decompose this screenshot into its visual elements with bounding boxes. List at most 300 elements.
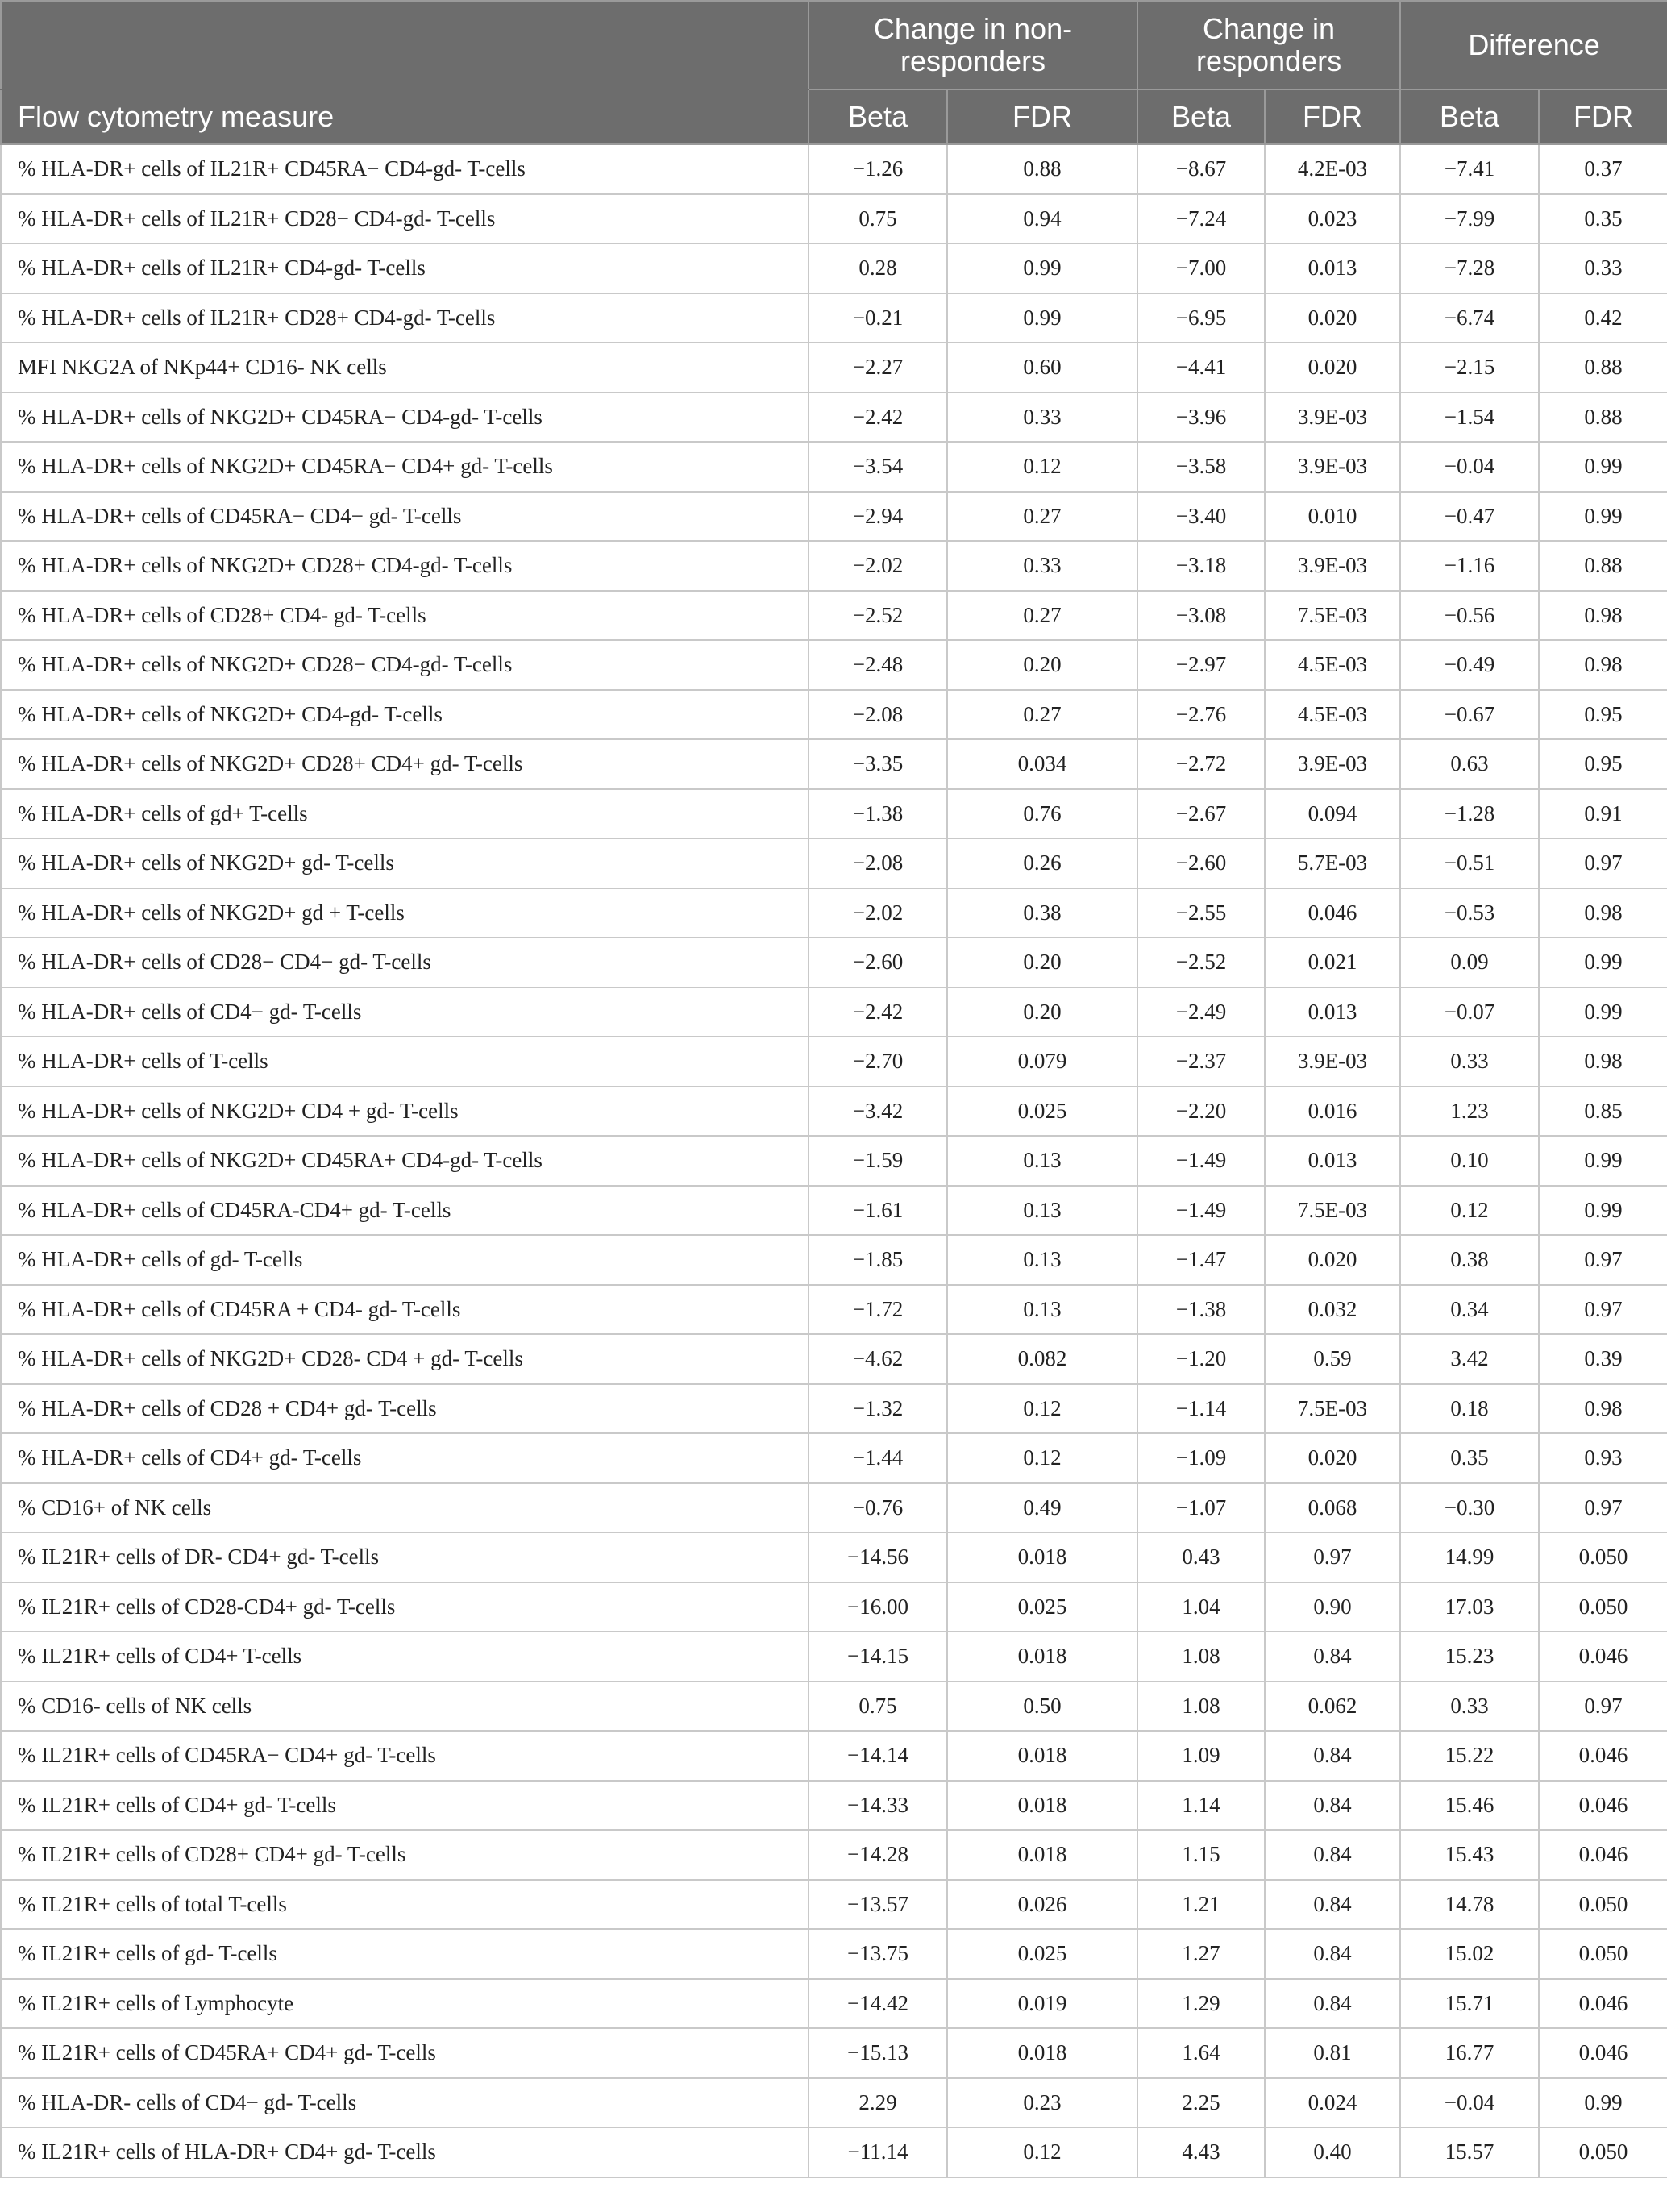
- fdr-responders-cell: 0.013: [1265, 1136, 1400, 1186]
- fdr-difference-cell: 0.99: [1539, 1136, 1667, 1186]
- fdr-difference-cell: 0.046: [1539, 1830, 1667, 1880]
- fdr-difference-cell: 0.046: [1539, 2028, 1667, 2078]
- fdr-difference-cell: 0.046: [1539, 1731, 1667, 1781]
- fdr-difference-cell: 0.35: [1539, 194, 1667, 244]
- fdr-responders-cell: 0.84: [1265, 1929, 1400, 1979]
- fdr-nonresponders-cell: 0.025: [947, 1582, 1137, 1632]
- measure-cell: % HLA-DR+ cells of IL21R+ CD4-gd- T-cells: [1, 243, 809, 293]
- beta-nonresponders-cell: 2.29: [809, 2078, 947, 2128]
- beta-nonresponders-cell: −11.14: [809, 2127, 947, 2177]
- table-row: [1, 1037, 1667, 1087]
- fdr-nonresponders-cell: 0.94: [947, 194, 1137, 244]
- fdr-responders-cell: 0.032: [1265, 1285, 1400, 1335]
- fdr-responders-cell: 4.5E-03: [1265, 640, 1400, 690]
- table-row: [1, 1830, 1667, 1880]
- beta-difference-cell: 17.03: [1400, 1582, 1539, 1632]
- fdr-difference-cell: 0.046: [1539, 1632, 1667, 1682]
- fdr-difference-cell: 0.98: [1539, 1037, 1667, 1087]
- beta-nonresponders-cell: −1.38: [809, 789, 947, 839]
- table-header: [1, 1, 1667, 144]
- measure-cell: % HLA-DR+ cells of CD4− gd- T-cells: [1, 988, 809, 1037]
- fdr-difference-cell: 0.99: [1539, 492, 1667, 542]
- beta-responders-cell: −7.24: [1137, 194, 1265, 244]
- beta-difference-cell: −0.47: [1400, 492, 1539, 542]
- fdr-nonresponders-cell: 0.12: [947, 1433, 1137, 1483]
- measure-cell: % HLA-DR+ cells of CD4+ gd- T-cells: [1, 1433, 809, 1483]
- fdr-nonresponders-cell: 0.99: [947, 243, 1137, 293]
- fdr-nonresponders-cell: 0.13: [947, 1186, 1137, 1236]
- fdr-responders-cell: 0.84: [1265, 1830, 1400, 1880]
- table-row: [1, 1483, 1667, 1533]
- beta-difference-cell: −0.04: [1400, 442, 1539, 492]
- fdr-responders-cell: 0.062: [1265, 1682, 1400, 1732]
- beta-responders-cell: −2.76: [1137, 690, 1265, 740]
- table-body: [1, 144, 1667, 2177]
- table-row: [1, 442, 1667, 492]
- fdr-responders-cell: 7.5E-03: [1265, 1186, 1400, 1236]
- fdr-responders-cell: 0.020: [1265, 293, 1400, 343]
- fdr-nonresponders-cell: 0.20: [947, 640, 1137, 690]
- fdr-nonresponders-cell: 0.025: [947, 1929, 1137, 1979]
- measure-cell: % IL21R+ cells of HLA-DR+ CD4+ gd- T-cells: [1, 2127, 809, 2177]
- beta-responders-cell: −2.52: [1137, 938, 1265, 988]
- fdr-responders-cell: 0.021: [1265, 938, 1400, 988]
- beta-responders-cell: 1.15: [1137, 1830, 1265, 1880]
- beta-responders-cell: 1.08: [1137, 1632, 1265, 1682]
- beta-difference-cell: 15.02: [1400, 1929, 1539, 1979]
- beta-nonresponders-cell: −0.21: [809, 293, 947, 343]
- beta-difference-cell: −7.41: [1400, 144, 1539, 194]
- measure-cell: % HLA-DR+ cells of IL21R+ CD28− CD4-gd- T-cells: [1, 194, 809, 244]
- table-row: [1, 789, 1667, 839]
- fdr-nonresponders-cell: 0.99: [947, 293, 1137, 343]
- fdr-nonresponders-cell: 0.018: [947, 1781, 1137, 1831]
- table-row: [1, 1334, 1667, 1384]
- beta-responders-cell: −4.41: [1137, 343, 1265, 393]
- beta-responders-cell: 1.08: [1137, 1682, 1265, 1732]
- measure-cell: % IL21R+ cells of CD45RA− CD4+ gd- T-cells: [1, 1731, 809, 1781]
- beta-responders-cell: 1.21: [1137, 1880, 1265, 1930]
- fdr-difference-cell: 0.39: [1539, 1334, 1667, 1384]
- fdr-nonresponders-cell: 0.034: [947, 739, 1137, 789]
- measure-cell: % IL21R+ cells of gd- T-cells: [1, 1929, 809, 1979]
- beta-difference-cell: 0.12: [1400, 1186, 1539, 1236]
- fdr-responders-cell: 0.84: [1265, 1979, 1400, 2029]
- fdr-difference-cell: 0.85: [1539, 1087, 1667, 1137]
- beta-difference-cell: 0.34: [1400, 1285, 1539, 1335]
- header-beta-difference: Beta: [1400, 89, 1539, 144]
- beta-nonresponders-cell: −2.60: [809, 938, 947, 988]
- fdr-nonresponders-cell: 0.50: [947, 1682, 1137, 1732]
- beta-difference-cell: 15.22: [1400, 1731, 1539, 1781]
- beta-responders-cell: −8.67: [1137, 144, 1265, 194]
- fdr-responders-cell: 3.9E-03: [1265, 739, 1400, 789]
- measure-cell: % HLA-DR+ cells of NKG2D+ CD4 + gd- T-cells: [1, 1087, 809, 1137]
- fdr-difference-cell: 0.97: [1539, 1682, 1667, 1732]
- table-row: [1, 1186, 1667, 1236]
- fdr-nonresponders-cell: 0.33: [947, 541, 1137, 591]
- fdr-difference-cell: 0.98: [1539, 591, 1667, 641]
- fdr-difference-cell: 0.050: [1539, 1582, 1667, 1632]
- beta-responders-cell: −1.09: [1137, 1433, 1265, 1483]
- fdr-responders-cell: 0.046: [1265, 888, 1400, 938]
- fdr-responders-cell: 3.9E-03: [1265, 541, 1400, 591]
- fdr-difference-cell: 0.33: [1539, 243, 1667, 293]
- measure-cell: % HLA-DR+ cells of NKG2D+ CD28- CD4 + gd- T-cells: [1, 1334, 809, 1384]
- fdr-difference-cell: 0.98: [1539, 1384, 1667, 1434]
- beta-nonresponders-cell: −1.59: [809, 1136, 947, 1186]
- table-row: [1, 343, 1667, 393]
- fdr-nonresponders-cell: 0.13: [947, 1136, 1137, 1186]
- beta-responders-cell: −1.38: [1137, 1285, 1265, 1335]
- fdr-difference-cell: 0.95: [1539, 690, 1667, 740]
- table-row: [1, 1979, 1667, 2029]
- beta-nonresponders-cell: −14.28: [809, 1830, 947, 1880]
- fdr-nonresponders-cell: 0.018: [947, 1632, 1137, 1682]
- measure-cell: % HLA-DR+ cells of NKG2D+ CD45RA− CD4-gd- T-cells: [1, 393, 809, 443]
- beta-responders-cell: −1.49: [1137, 1186, 1265, 1236]
- fdr-nonresponders-cell: 0.12: [947, 1384, 1137, 1434]
- fdr-nonresponders-cell: 0.26: [947, 838, 1137, 888]
- beta-difference-cell: −0.04: [1400, 2078, 1539, 2128]
- fdr-nonresponders-cell: 0.079: [947, 1037, 1137, 1087]
- measure-cell: % HLA-DR+ cells of CD45RA− CD4− gd- T-cells: [1, 492, 809, 542]
- fdr-responders-cell: 4.2E-03: [1265, 144, 1400, 194]
- measure-cell: % HLA-DR+ cells of CD28+ CD4- gd- T-cells: [1, 591, 809, 641]
- beta-difference-cell: 3.42: [1400, 1334, 1539, 1384]
- fdr-responders-cell: 0.59: [1265, 1334, 1400, 1384]
- beta-responders-cell: 2.25: [1137, 2078, 1265, 2128]
- fdr-difference-cell: 0.97: [1539, 1235, 1667, 1285]
- beta-responders-cell: 0.43: [1137, 1532, 1265, 1582]
- fdr-nonresponders-cell: 0.27: [947, 591, 1137, 641]
- beta-difference-cell: 0.18: [1400, 1384, 1539, 1434]
- fdr-nonresponders-cell: 0.082: [947, 1334, 1137, 1384]
- fdr-responders-cell: 0.84: [1265, 1632, 1400, 1682]
- beta-nonresponders-cell: 0.75: [809, 194, 947, 244]
- table-row: [1, 1731, 1667, 1781]
- table-row: [1, 591, 1667, 641]
- fdr-difference-cell: 0.97: [1539, 838, 1667, 888]
- beta-nonresponders-cell: −13.75: [809, 1929, 947, 1979]
- beta-difference-cell: −0.67: [1400, 690, 1539, 740]
- measure-cell: % IL21R+ cells of total T-cells: [1, 1880, 809, 1930]
- table-row: [1, 293, 1667, 343]
- fdr-responders-cell: 3.9E-03: [1265, 442, 1400, 492]
- beta-responders-cell: −2.20: [1137, 1087, 1265, 1137]
- beta-nonresponders-cell: −3.54: [809, 442, 947, 492]
- fdr-responders-cell: 7.5E-03: [1265, 591, 1400, 641]
- table-row: [1, 739, 1667, 789]
- beta-responders-cell: −1.20: [1137, 1334, 1265, 1384]
- table-row: [1, 1781, 1667, 1831]
- fdr-responders-cell: 5.7E-03: [1265, 838, 1400, 888]
- beta-difference-cell: 14.78: [1400, 1880, 1539, 1930]
- beta-nonresponders-cell: −2.52: [809, 591, 947, 641]
- beta-difference-cell: 15.23: [1400, 1632, 1539, 1682]
- fdr-difference-cell: 0.99: [1539, 988, 1667, 1037]
- fdr-difference-cell: 0.97: [1539, 1285, 1667, 1335]
- fdr-difference-cell: 0.050: [1539, 2127, 1667, 2177]
- table-row: [1, 1582, 1667, 1632]
- beta-nonresponders-cell: −1.32: [809, 1384, 947, 1434]
- fdr-difference-cell: 0.050: [1539, 1880, 1667, 1930]
- beta-nonresponders-cell: −1.61: [809, 1186, 947, 1236]
- beta-nonresponders-cell: −2.02: [809, 888, 947, 938]
- fdr-responders-cell: 0.97: [1265, 1532, 1400, 1582]
- beta-nonresponders-cell: −0.76: [809, 1483, 947, 1533]
- table-row: [1, 1682, 1667, 1732]
- beta-difference-cell: 0.33: [1400, 1037, 1539, 1087]
- beta-nonresponders-cell: −2.94: [809, 492, 947, 542]
- beta-responders-cell: −2.97: [1137, 640, 1265, 690]
- beta-responders-cell: −3.18: [1137, 541, 1265, 591]
- beta-difference-cell: −6.74: [1400, 293, 1539, 343]
- beta-nonresponders-cell: −2.42: [809, 988, 947, 1037]
- fdr-nonresponders-cell: 0.20: [947, 938, 1137, 988]
- beta-nonresponders-cell: −16.00: [809, 1582, 947, 1632]
- fdr-responders-cell: 0.40: [1265, 2127, 1400, 2177]
- beta-responders-cell: −1.14: [1137, 1384, 1265, 1434]
- fdr-nonresponders-cell: 0.12: [947, 2127, 1137, 2177]
- fdr-difference-cell: 0.98: [1539, 640, 1667, 690]
- beta-nonresponders-cell: −1.72: [809, 1285, 947, 1335]
- fdr-nonresponders-cell: 0.76: [947, 789, 1137, 839]
- fdr-difference-cell: 0.88: [1539, 343, 1667, 393]
- table-row: [1, 243, 1667, 293]
- beta-difference-cell: −7.99: [1400, 194, 1539, 244]
- beta-responders-cell: −3.96: [1137, 393, 1265, 443]
- beta-difference-cell: −0.49: [1400, 640, 1539, 690]
- beta-nonresponders-cell: −2.02: [809, 541, 947, 591]
- measure-cell: % HLA-DR+ cells of IL21R+ CD28+ CD4-gd- T-cells: [1, 293, 809, 343]
- measure-cell: % HLA-DR+ cells of NKG2D+ CD28− CD4-gd- T-cells: [1, 640, 809, 690]
- measure-cell: % IL21R+ cells of CD4+ T-cells: [1, 1632, 809, 1682]
- beta-difference-cell: −0.56: [1400, 591, 1539, 641]
- fdr-nonresponders-cell: 0.019: [947, 1979, 1137, 2029]
- header-beta-nonresponders: Beta: [809, 89, 947, 144]
- beta-difference-cell: 0.09: [1400, 938, 1539, 988]
- table-row: [1, 988, 1667, 1037]
- measure-cell: % HLA-DR+ cells of T-cells: [1, 1037, 809, 1087]
- fdr-nonresponders-cell: 0.018: [947, 1532, 1137, 1582]
- header-fdr-nonresponders: FDR: [947, 89, 1137, 144]
- beta-responders-cell: 1.09: [1137, 1731, 1265, 1781]
- beta-responders-cell: −6.95: [1137, 293, 1265, 343]
- beta-responders-cell: 1.29: [1137, 1979, 1265, 2029]
- header-group-nonresponders: Change in non-responders: [809, 1, 1137, 89]
- measure-cell: % HLA-DR- cells of CD4− gd- T-cells: [1, 2078, 809, 2128]
- fdr-nonresponders-cell: 0.60: [947, 343, 1137, 393]
- fdr-nonresponders-cell: 0.33: [947, 393, 1137, 443]
- table-row: [1, 393, 1667, 443]
- beta-responders-cell: −3.08: [1137, 591, 1265, 641]
- beta-difference-cell: −7.28: [1400, 243, 1539, 293]
- beta-difference-cell: 15.71: [1400, 1979, 1539, 2029]
- fdr-responders-cell: 0.068: [1265, 1483, 1400, 1533]
- beta-difference-cell: 0.33: [1400, 1682, 1539, 1732]
- beta-difference-cell: 14.99: [1400, 1532, 1539, 1582]
- beta-responders-cell: −1.07: [1137, 1483, 1265, 1533]
- fdr-difference-cell: 0.046: [1539, 1979, 1667, 2029]
- fdr-responders-cell: 0.013: [1265, 988, 1400, 1037]
- table-row: [1, 541, 1667, 591]
- fdr-responders-cell: 0.016: [1265, 1087, 1400, 1137]
- table-row: [1, 2127, 1667, 2177]
- beta-nonresponders-cell: −2.48: [809, 640, 947, 690]
- fdr-nonresponders-cell: 0.27: [947, 690, 1137, 740]
- beta-nonresponders-cell: −14.56: [809, 1532, 947, 1582]
- fdr-difference-cell: 0.93: [1539, 1433, 1667, 1483]
- beta-responders-cell: −2.60: [1137, 838, 1265, 888]
- measure-cell: MFI NKG2A of NKp44+ CD16- NK cells: [1, 343, 809, 393]
- beta-nonresponders-cell: −4.62: [809, 1334, 947, 1384]
- beta-nonresponders-cell: −1.44: [809, 1433, 947, 1483]
- table-row: [1, 1235, 1667, 1285]
- beta-difference-cell: −0.53: [1400, 888, 1539, 938]
- fdr-difference-cell: 0.99: [1539, 938, 1667, 988]
- beta-nonresponders-cell: 0.75: [809, 1682, 947, 1732]
- table-row: [1, 1880, 1667, 1930]
- fdr-difference-cell: 0.95: [1539, 739, 1667, 789]
- beta-difference-cell: 15.46: [1400, 1781, 1539, 1831]
- table-row: [1, 2078, 1667, 2128]
- fdr-responders-cell: 3.9E-03: [1265, 1037, 1400, 1087]
- header-fdr-difference: FDR: [1539, 89, 1667, 144]
- table-row: [1, 690, 1667, 740]
- fdr-responders-cell: 4.5E-03: [1265, 690, 1400, 740]
- beta-nonresponders-cell: −3.35: [809, 739, 947, 789]
- table-row: [1, 1285, 1667, 1335]
- beta-nonresponders-cell: −1.26: [809, 144, 947, 194]
- fdr-responders-cell: 0.023: [1265, 194, 1400, 244]
- table-row: [1, 1384, 1667, 1434]
- measure-cell: % HLA-DR+ cells of gd- T-cells: [1, 1235, 809, 1285]
- fdr-nonresponders-cell: 0.13: [947, 1285, 1137, 1335]
- beta-difference-cell: −1.54: [1400, 393, 1539, 443]
- beta-nonresponders-cell: −1.85: [809, 1235, 947, 1285]
- fdr-nonresponders-cell: 0.20: [947, 988, 1137, 1037]
- table-row: [1, 1433, 1667, 1483]
- fdr-nonresponders-cell: 0.12: [947, 442, 1137, 492]
- table-row: [1, 938, 1667, 988]
- fdr-difference-cell: 0.050: [1539, 1929, 1667, 1979]
- measure-cell: % IL21R+ cells of CD45RA+ CD4+ gd- T-cells: [1, 2028, 809, 2078]
- header-group-row: [1, 1, 1667, 89]
- table-row: [1, 492, 1667, 542]
- beta-nonresponders-cell: −14.42: [809, 1979, 947, 2029]
- beta-responders-cell: −2.72: [1137, 739, 1265, 789]
- measure-cell: % HLA-DR+ cells of CD45RA-CD4+ gd- T-cells: [1, 1186, 809, 1236]
- beta-nonresponders-cell: 0.28: [809, 243, 947, 293]
- beta-difference-cell: 15.43: [1400, 1830, 1539, 1880]
- beta-difference-cell: 0.63: [1400, 739, 1539, 789]
- fdr-nonresponders-cell: 0.38: [947, 888, 1137, 938]
- beta-nonresponders-cell: −2.42: [809, 393, 947, 443]
- measure-cell: % CD16+ of NK cells: [1, 1483, 809, 1533]
- beta-difference-cell: 0.10: [1400, 1136, 1539, 1186]
- fdr-difference-cell: 0.88: [1539, 541, 1667, 591]
- beta-difference-cell: 0.35: [1400, 1433, 1539, 1483]
- fdr-responders-cell: 0.094: [1265, 789, 1400, 839]
- fdr-responders-cell: 0.90: [1265, 1582, 1400, 1632]
- fdr-responders-cell: 0.81: [1265, 2028, 1400, 2078]
- beta-responders-cell: 1.27: [1137, 1929, 1265, 1979]
- header-group-responders: Change in responders: [1137, 1, 1400, 89]
- table-row: [1, 194, 1667, 244]
- fdr-difference-cell: 0.91: [1539, 789, 1667, 839]
- beta-nonresponders-cell: −2.08: [809, 690, 947, 740]
- measure-cell: % HLA-DR+ cells of NKG2D+ CD28+ CD4+ gd- T-cells: [1, 739, 809, 789]
- beta-responders-cell: 1.04: [1137, 1582, 1265, 1632]
- beta-responders-cell: −2.67: [1137, 789, 1265, 839]
- beta-responders-cell: −2.49: [1137, 988, 1265, 1037]
- fdr-responders-cell: 0.020: [1265, 343, 1400, 393]
- fdr-responders-cell: 0.010: [1265, 492, 1400, 542]
- beta-nonresponders-cell: −2.27: [809, 343, 947, 393]
- fdr-responders-cell: 0.013: [1265, 243, 1400, 293]
- fdr-difference-cell: 0.99: [1539, 2078, 1667, 2128]
- measure-cell: % HLA-DR+ cells of NKG2D+ CD28+ CD4-gd- T-cells: [1, 541, 809, 591]
- table-row: [1, 888, 1667, 938]
- header-measure: Flow cytometry measure: [1, 89, 809, 144]
- fdr-nonresponders-cell: 0.025: [947, 1087, 1137, 1137]
- beta-difference-cell: −0.07: [1400, 988, 1539, 1037]
- fdr-responders-cell: 0.024: [1265, 2078, 1400, 2128]
- beta-responders-cell: −1.49: [1137, 1136, 1265, 1186]
- beta-responders-cell: −3.58: [1137, 442, 1265, 492]
- beta-nonresponders-cell: −3.42: [809, 1087, 947, 1137]
- fdr-difference-cell: 0.98: [1539, 888, 1667, 938]
- measure-cell: % CD16- cells of NK cells: [1, 1682, 809, 1732]
- measure-cell: % HLA-DR+ cells of NKG2D+ gd- T-cells: [1, 838, 809, 888]
- fdr-nonresponders-cell: 0.018: [947, 1830, 1137, 1880]
- fdr-difference-cell: 0.97: [1539, 1483, 1667, 1533]
- header-blank-cell: [1, 1, 809, 89]
- measure-cell: % HLA-DR+ cells of CD28 + CD4+ gd- T-cells: [1, 1384, 809, 1434]
- fdr-responders-cell: 3.9E-03: [1265, 393, 1400, 443]
- beta-responders-cell: −3.40: [1137, 492, 1265, 542]
- beta-responders-cell: −2.37: [1137, 1037, 1265, 1087]
- beta-nonresponders-cell: −13.57: [809, 1880, 947, 1930]
- measure-cell: % IL21R+ cells of CD28-CD4+ gd- T-cells: [1, 1582, 809, 1632]
- fdr-nonresponders-cell: 0.49: [947, 1483, 1137, 1533]
- table-row: [1, 640, 1667, 690]
- table-row: [1, 1929, 1667, 1979]
- table-row: [1, 838, 1667, 888]
- fdr-responders-cell: 7.5E-03: [1265, 1384, 1400, 1434]
- fdr-responders-cell: 0.020: [1265, 1235, 1400, 1285]
- table-row: [1, 1532, 1667, 1582]
- fdr-difference-cell: 0.050: [1539, 1532, 1667, 1582]
- beta-nonresponders-cell: −14.33: [809, 1781, 947, 1831]
- measure-cell: % HLA-DR+ cells of NKG2D+ CD4-gd- T-cells: [1, 690, 809, 740]
- fdr-nonresponders-cell: 0.018: [947, 2028, 1137, 2078]
- beta-nonresponders-cell: −14.15: [809, 1632, 947, 1682]
- beta-difference-cell: 16.77: [1400, 2028, 1539, 2078]
- fdr-nonresponders-cell: 0.13: [947, 1235, 1137, 1285]
- fdr-difference-cell: 0.99: [1539, 442, 1667, 492]
- header-subcolumn-row: [1, 89, 1667, 144]
- beta-difference-cell: −1.16: [1400, 541, 1539, 591]
- header-group-difference: Difference: [1400, 1, 1667, 89]
- measure-cell: % HLA-DR+ cells of NKG2D+ gd + T-cells: [1, 888, 809, 938]
- measure-cell: % IL21R+ cells of DR- CD4+ gd- T-cells: [1, 1532, 809, 1582]
- measure-cell: % IL21R+ cells of CD4+ gd- T-cells: [1, 1781, 809, 1831]
- beta-difference-cell: −1.28: [1400, 789, 1539, 839]
- measure-cell: % HLA-DR+ cells of NKG2D+ CD45RA+ CD4-gd- T-cells: [1, 1136, 809, 1186]
- fdr-responders-cell: 0.84: [1265, 1731, 1400, 1781]
